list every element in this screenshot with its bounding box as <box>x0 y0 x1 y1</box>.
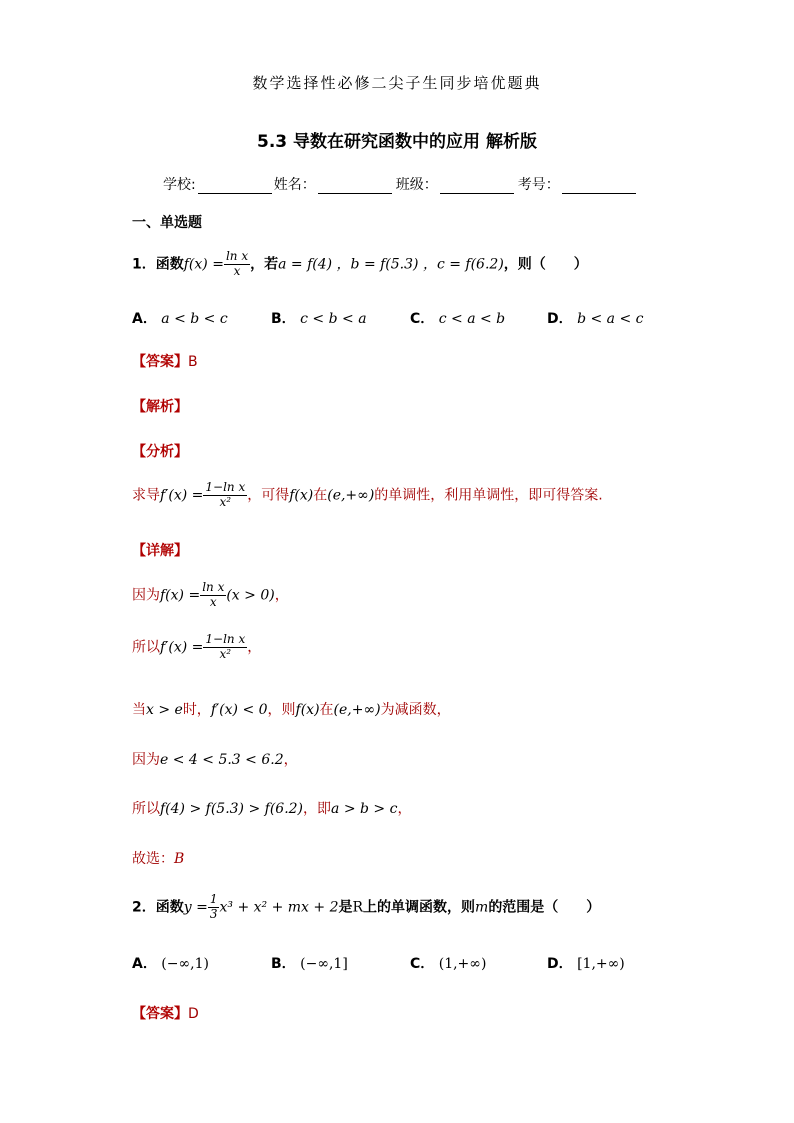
d4-pre: 因为 <box>132 752 160 768</box>
class-label: 班级： <box>395 177 438 193</box>
d1-fraction <box>200 581 226 610</box>
q2-option-d-text: [1,+∞) <box>577 956 625 972</box>
q1-option-c-label: C． <box>410 311 435 327</box>
q2-prefix: 函数 <box>155 899 184 916</box>
q2-frac-num: 1 <box>209 892 218 906</box>
q2-option-d <box>547 953 625 973</box>
q1-fraction <box>224 250 250 279</box>
q1-option-d <box>547 308 644 328</box>
fenxi-fraction <box>203 481 247 510</box>
q1-prefix: 函数 <box>155 256 184 273</box>
q1-detail-line-2 <box>132 633 261 662</box>
q1-mid: ，若 <box>250 256 279 273</box>
q1-frac-num: ln x <box>225 249 249 263</box>
d5-expr: f(4) > f(5.3) > f(6.2) <box>160 801 304 817</box>
d1-pre: 因为 <box>132 587 160 604</box>
fenxi-post-a: ，可得 <box>247 487 290 504</box>
q1-detail-tag: 【详解】 <box>132 543 188 559</box>
d5-post: ， <box>397 801 412 817</box>
d2-frac-num: 1−ln x <box>205 632 246 646</box>
d6-ans: B <box>174 851 185 867</box>
exam-no-blank <box>562 179 636 194</box>
q2-answer-tag: 【答案】 <box>132 1006 188 1022</box>
d3-fx: f(x) <box>295 702 320 718</box>
q1-detail-line-3 <box>132 699 451 719</box>
d2-post: ， <box>247 639 262 656</box>
q2-option-a-label: A． <box>132 956 157 972</box>
class-blank <box>440 179 514 194</box>
d5-mid: ，即 <box>303 801 332 817</box>
section-heading: 一、单选题 <box>132 215 202 231</box>
d2-pre: 所以 <box>132 639 160 656</box>
q1-option-a <box>132 308 228 328</box>
d3-fpx: f′(x) < 0 <box>210 702 268 718</box>
q2-option-d-label: D． <box>547 956 573 972</box>
q1-option-c-text: c < a < b <box>438 311 506 327</box>
d1-frac-den: x <box>209 594 217 609</box>
q1-option-b-text: c < b < a <box>300 311 367 327</box>
q2-mid2: 上的单调函数，则 <box>363 899 476 916</box>
q2-option-c <box>410 953 486 973</box>
d3-interval: (e,+∞) <box>333 702 381 718</box>
student-info-line <box>163 174 638 194</box>
d6-pre: 故选： <box>132 851 174 867</box>
q2-expr: x³ + x² + mx + 2 <box>219 899 339 916</box>
fenxi-fx: f(x) <box>289 487 314 504</box>
q2-mid: 是 <box>338 899 353 916</box>
d1-cond: (x > 0) <box>226 587 275 604</box>
q1-detail-line-1 <box>132 581 289 610</box>
q2-option-a <box>132 953 209 973</box>
fenxi-post-b: 的单调性，利用单调性，即可得答案. <box>374 487 603 504</box>
page-header: 数学选择性必修二尖子生同步培优题典 <box>252 74 542 92</box>
d5-pre: 所以 <box>132 801 160 817</box>
q1-option-a-text: a < b < c <box>161 311 228 327</box>
q1-analysis-tag: 【解析】 <box>132 399 188 415</box>
q1-detail-line-6 <box>132 848 184 868</box>
question-2 <box>132 893 600 922</box>
q2-option-b-text: (−∞,1] <box>300 956 348 972</box>
q1-option-d-text: b < a < c <box>577 311 644 327</box>
fenxi-frac-num: 1−ln x <box>205 480 246 494</box>
d4-post: ， <box>283 752 298 768</box>
fenxi-in: 在 <box>313 487 328 504</box>
d3-post: 为减函数， <box>380 702 451 718</box>
q1-option-a-label: A． <box>132 311 157 327</box>
d1-frac-num: ln x <box>202 580 225 594</box>
q1-detail-line-4 <box>132 749 298 769</box>
fenxi-frac-den: x² <box>219 494 232 509</box>
q1-option-b-label: B． <box>271 311 296 327</box>
q2-y: y = <box>183 899 208 916</box>
d2-frac-den: x² <box>219 646 232 661</box>
q1-fenxi-line <box>132 481 603 510</box>
q1-option-b <box>271 308 367 328</box>
d2-fraction <box>203 633 247 662</box>
d3-in: 在 <box>319 702 334 718</box>
q1-frac-den: x <box>233 263 241 278</box>
d3-cond: x > e <box>146 702 183 718</box>
q1-option-c <box>410 308 505 328</box>
d3-pre: 当 <box>132 702 146 718</box>
q1-option-d-label: D． <box>547 311 573 327</box>
school-label: 学校: <box>163 177 196 193</box>
name-label: 姓名： <box>273 177 316 193</box>
q1-detail-line-5 <box>132 798 411 818</box>
d4-expr: e < 4 < 5.3 < 6.2 <box>160 752 284 768</box>
q2-m: m <box>475 899 489 916</box>
page-title: 5.3 导数在研究函数中的应用 解析版 <box>257 132 537 152</box>
question-1 <box>132 250 588 279</box>
q1-suffix: ，则（ ） <box>503 256 588 273</box>
d1-fx: f(x) = <box>160 587 201 604</box>
school-blank <box>198 179 272 194</box>
q1-answer-value: B <box>188 354 198 370</box>
q2-answer <box>132 1003 199 1023</box>
q1-fenxi-tag: 【分析】 <box>132 444 188 460</box>
q2-frac-den: 3 <box>209 906 218 921</box>
q2-option-c-text: (1,+∞) <box>438 956 487 972</box>
d3-mid2: ，则 <box>267 702 296 718</box>
q2-option-c-label: C． <box>410 956 435 972</box>
d3-mid: 时， <box>182 702 211 718</box>
q1-conds: a = f(4) ，b = f(5.3) ，c = f(6.2) <box>278 256 504 273</box>
q1-answer-tag: 【答案】 <box>132 354 188 370</box>
fenxi-interval: (e,+∞) <box>327 487 375 504</box>
d2-fpx: f′(x) = <box>160 639 204 656</box>
q1-number: 1． <box>132 256 156 273</box>
exam-no-label: 考号： <box>517 177 560 193</box>
q2-option-b-label: B． <box>271 956 296 972</box>
q2-suffix: 的范围是（ ） <box>488 899 601 916</box>
q2-answer-value: D <box>188 1006 199 1022</box>
fenxi-pre: 求导 <box>132 487 160 504</box>
d1-post: ， <box>274 587 289 604</box>
d5-expr2: a > b > c <box>331 801 398 817</box>
fenxi-fpx: f′(x) = <box>160 487 204 504</box>
q1-answer <box>132 351 198 371</box>
q2-option-a-text: (−∞,1) <box>161 956 209 972</box>
name-blank <box>318 179 392 194</box>
q2-option-b <box>271 953 348 973</box>
q2-number: 2． <box>132 899 156 916</box>
q2-fraction <box>208 893 220 922</box>
q2-R: R <box>352 899 364 916</box>
q1-fx: f(x) = <box>183 256 224 273</box>
